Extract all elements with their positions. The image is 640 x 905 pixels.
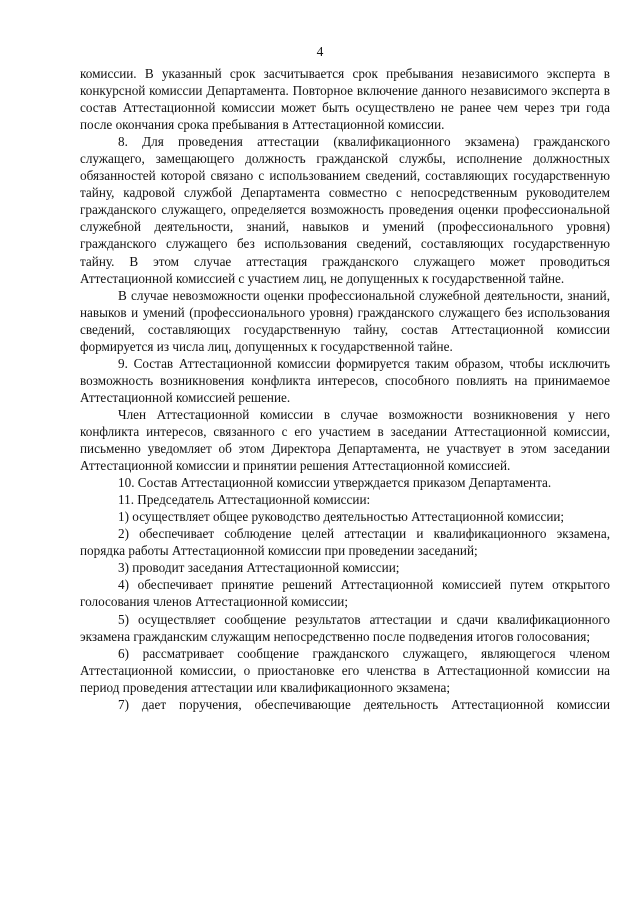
paragraph-subitem-5: 5) осуществляет сообщение результатов аттестации и сдачи квалификационного экзамена гражданским служащим непосредственно после подведения итогов голосования; [80,611,610,644]
paragraph-subitem-1: 1) осуществляет общее руководство деятельностью Аттестационной комиссии; [118,509,565,525]
paragraph-subitem-3: 3) проводит заседания Аттестационной комиссии; [118,560,400,576]
paragraph-subitem-2: 2) обеспечивает соблюдение целей аттестации и квалификационного экзамена, порядка работы Аттестационной комиссии при проведении заседаний; [80,526,610,559]
document-body [80,65,610,713]
paragraph-subitem-6: 6) рассматривает сообщение гражданского служащего, являющегося членом Аттестационной комиссии, о приостановке его членства в Аттестационной комиссии на период проведения аттестации или квалификационного экзамена; [80,645,610,695]
paragraph-item-10: 10. Состав Аттестационной комиссии утверждается приказом Департамента. [118,475,552,491]
paragraph-subitem-7: 7) дает поручения, обеспечивающие деятельность Аттестационной комиссии [118,696,610,712]
paragraph-item-11: 11. Председатель Аттестационной комиссии: [118,492,371,508]
paragraph-item-9: 9. Состав Аттестационной комиссии формируется таким образом, чтобы исключить возможность возникновения конфликта интересов, способного повлиять на принимаемое Аттестационной комиссией решение. [80,355,610,405]
paragraph-conflict-of-interest: Член Аттестационной комиссии в случае возможности возникновения у него конфликта интересов, связанного с его участием в заседании Аттестационной комиссии, письменно уведомляет об этом Директора Департамента, не участвует в этом заседании Аттестационной комиссии и принятии решения Аттестационной комиссией. [80,406,610,474]
paragraph-secrecy-case: В случае невозможности оценки профессиональной служебной деятельности, знаний, навыков и умений (профессионального уровня) гражданского служащего без использования сведений, составляющих государственную тайну, состав Аттестационной комиссии формируется из числа лиц, допущенных к государственной тайне. [80,287,610,354]
page-number: 4 [316,44,324,59]
paragraph-continuation: комиссии. В указанный срок засчитывается срок пребывания независимого эксперта в конкурсной комиссии Департамента. Повторное включение данного независимого эксперта в состав Аттестационной комиссии может быть осуществлено не ранее чем через три года после окончания срока пребывания в Аттестационной комиссии. [80,66,610,133]
paragraph-item-8: 8. Для проведения аттестации (квалификационного экзамена) гражданского служащего, замещающего должность гражданской службы, исполнение должностных обязанностей которой связано с использованием сведений, составляющих государственную тайну, кадровой службой Департамента совместно с непосредственным руководителем гражданского служащего, определяется возможность проведения оценки профессиональной служебной деятельности, знаний, навыков и умений (профессионального уровня) гражданского служащего без использования сведений, составляющих государственную тайну. В этом случае аттестация гражданского служащего может проводиться Аттестационной комиссией с участием лиц, не допущенных к государственной тайне. [80,134,610,286]
paragraph-subitem-4: 4) обеспечивает принятие решений Аттестационной комиссией путем открытого голосования членов Аттестационной комиссии; [80,577,610,610]
